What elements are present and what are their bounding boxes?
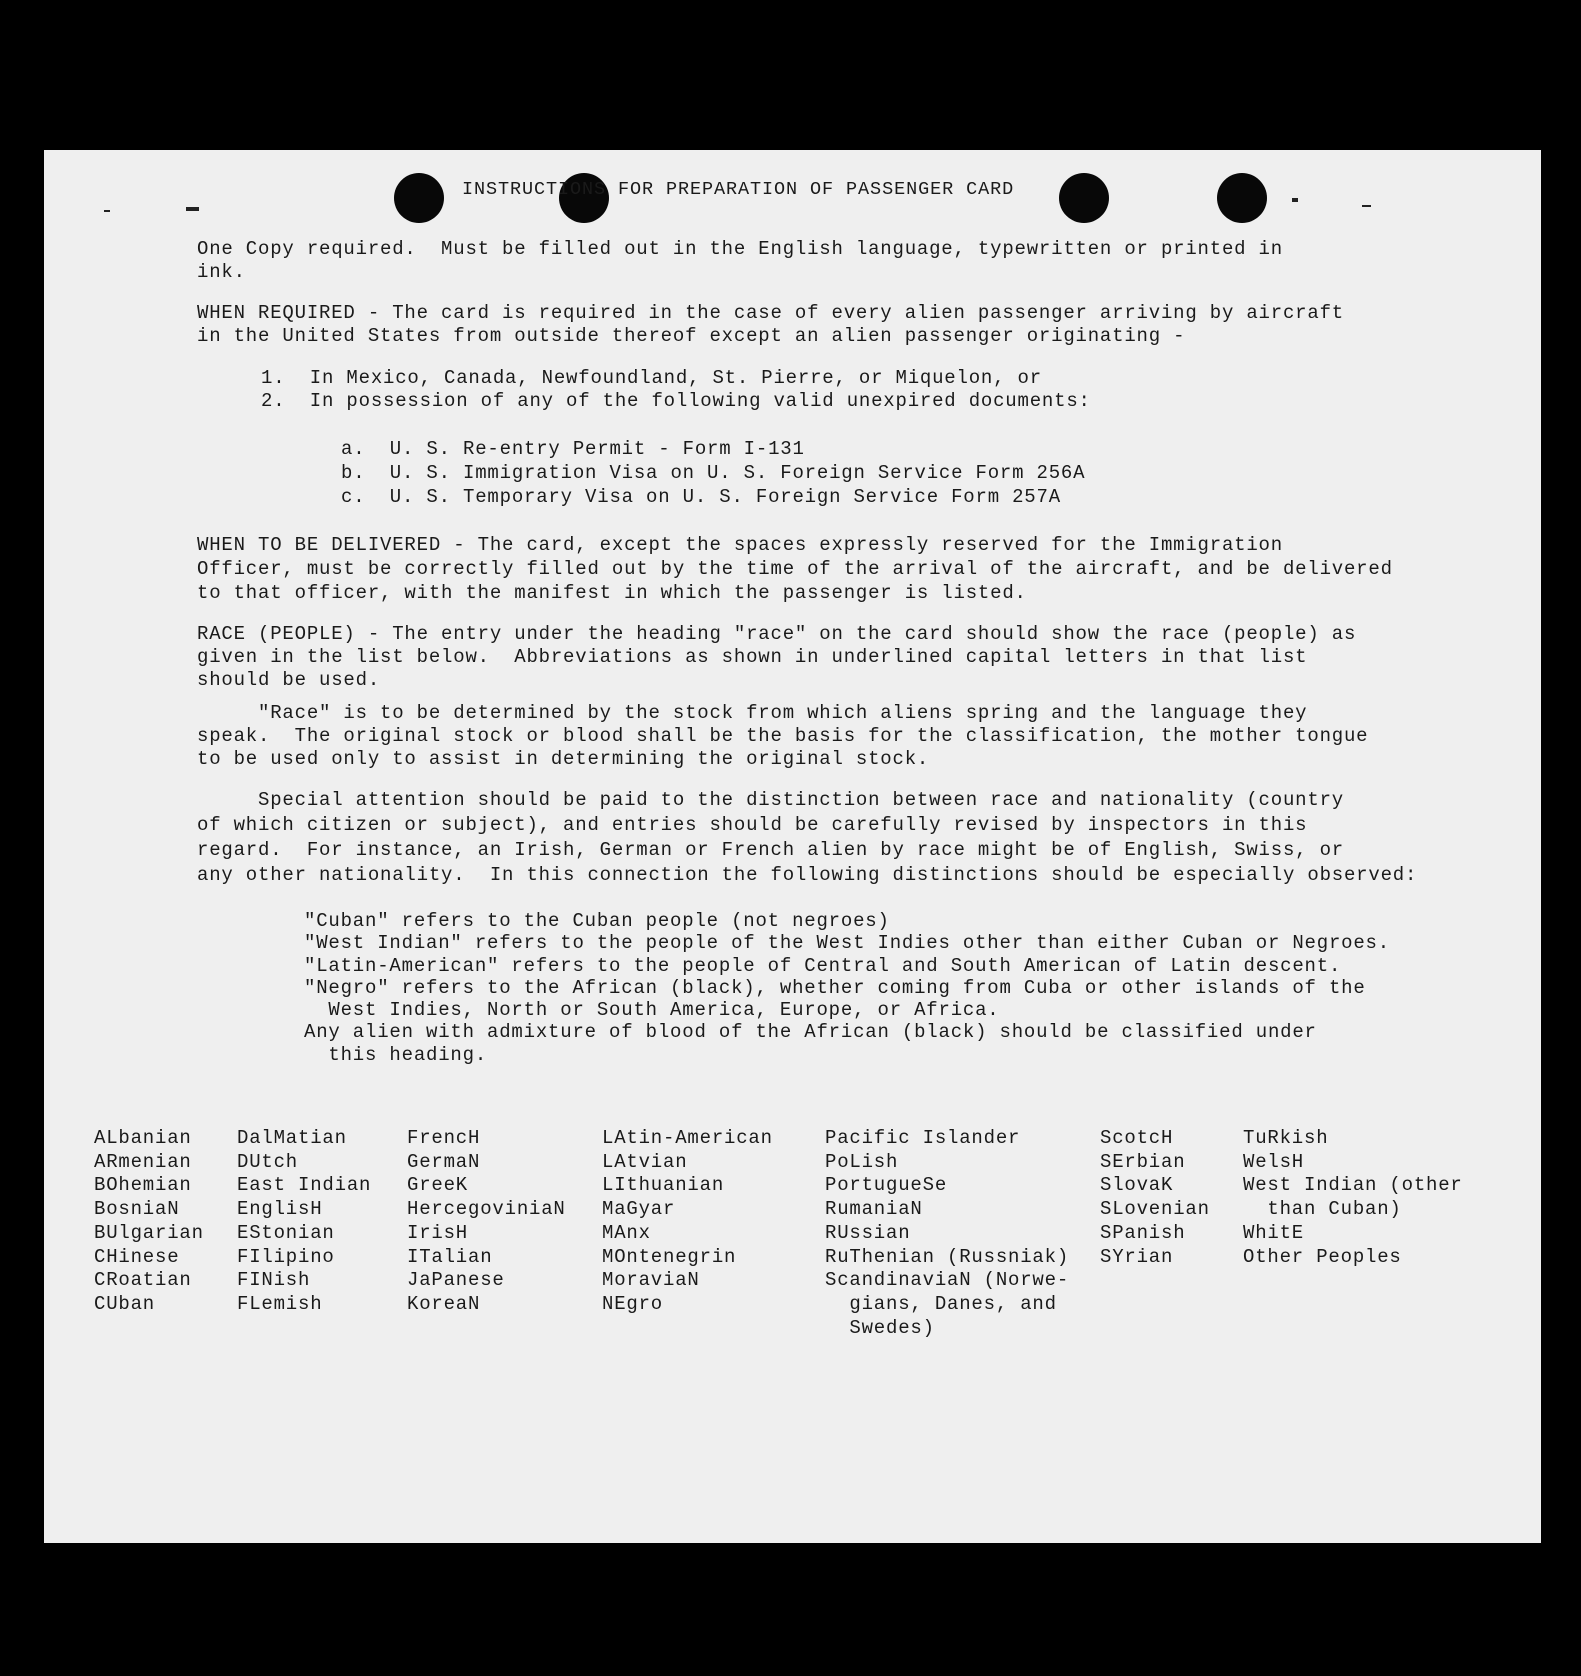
race-list-column <box>94 1127 204 1317</box>
race-list-item: ARmenian <box>94 1150 192 1173</box>
document-page <box>44 150 1541 1543</box>
race-list-item: RuThenian (Russniak) <box>825 1245 1070 1268</box>
race-list-item: CUban <box>94 1292 156 1315</box>
race-list-item: BUlgarian <box>94 1221 204 1244</box>
race-list-item: BosniaN <box>94 1198 180 1221</box>
race-list-item: ScandinaviaN (Norwe- <box>825 1269 1070 1292</box>
race-list-item: ALbanian <box>94 1127 192 1149</box>
copy-paragraph: One Copy required. Must be filled out in the English language, typewritten or printed in ink. <box>197 238 1283 283</box>
race-list-item: MaGyar <box>602 1198 676 1221</box>
race-list-item: gians, Danes, and <box>825 1292 1057 1315</box>
race-list-column <box>825 1127 1069 1340</box>
race-list-item: HercegoviniaN <box>407 1198 566 1221</box>
race-list-column <box>1243 1127 1463 1269</box>
special-attention-paragraph: Special attention should be paid to the distinction between race and nationality (country of which citizen or subject), and entries should be carefully revised by inspectors in this regard. For instance, an Irish, German or French alien by race might be of English, Swiss, or any other nationality. In this connection the following distinctions should be especially observed: <box>197 789 1418 886</box>
race-list-item: FrencH <box>407 1127 481 1149</box>
race-list-item: DUtch <box>237 1150 299 1173</box>
race-list-item: WhitE <box>1243 1221 1305 1244</box>
race-list-item: IrisH <box>407 1221 469 1244</box>
race-list-item: MOntenegrin <box>602 1245 737 1268</box>
race-definition-paragraph: "Race" is to be determined by the stock from which aliens spring and the language they speak. The original stock or blood shall be the basis for the classification, the mother tongue to be used only to assist in determining the original stock. <box>197 702 1369 770</box>
race-list-item: Pacific Islander <box>825 1127 1021 1149</box>
race-list-item: EStonian <box>237 1221 335 1244</box>
race-list-item: PortugueSe <box>825 1174 948 1197</box>
race-list-item: West Indian (other <box>1243 1174 1463 1197</box>
page-title: INSTRUCTIONS FOR PREPARATION OF PASSENGER CARD <box>462 179 1015 200</box>
race-list-item: RumaniaN <box>825 1198 923 1221</box>
race-list-item: JaPanese <box>407 1269 505 1292</box>
race-list-column <box>407 1127 566 1317</box>
race-list-item: ITalian <box>407 1245 493 1268</box>
race-list-column <box>602 1127 773 1317</box>
race-list-item: NEgro <box>602 1292 664 1315</box>
race-list-item: Other Peoples <box>1243 1245 1402 1268</box>
punch-hole <box>394 173 444 223</box>
when-delivered-paragraph: WHEN TO BE DELIVERED - The card, except the spaces expressly reserved for the Immigration Officer, must be correctly filled out by the time of the arrival of the aircraft, and be delivered to that officer, with the manifest in which the passenger is listed. <box>197 534 1393 604</box>
race-list-item: CHinese <box>94 1245 180 1268</box>
punch-hole <box>1217 173 1267 223</box>
paper-speck <box>1362 205 1371 207</box>
race-list-item: SlovaK <box>1100 1174 1174 1197</box>
race-list-item: East Indian <box>237 1174 372 1197</box>
race-list-item: SLovenian <box>1100 1198 1210 1221</box>
race-list-column <box>1100 1127 1210 1269</box>
documents-list: a. U. S. Re-entry Permit - Form I-131 b. U. S. Immigration Visa on U. S. Foreign Service Form 256A c. U. S. Temporary Visa on U. S. Foreign Service Form 257A <box>341 438 1086 508</box>
paper-speck <box>104 210 110 212</box>
race-list-item: MoraviaN <box>602 1269 700 1292</box>
race-paragraph: RACE (PEOPLE) - The entry under the heading "race" on the card should show the race (people) as given in the list below. Abbreviations as shown in underlined capital letters in that list should be used. <box>197 623 1357 691</box>
race-list-item: SPanish <box>1100 1221 1186 1244</box>
race-list-item: SYrian <box>1100 1245 1174 1268</box>
race-list-item: ScotcH <box>1100 1127 1174 1149</box>
race-list-item: BOhemian <box>94 1174 192 1197</box>
distinctions-list: "Cuban" refers to the Cuban people (not negroes) "West Indian" refers to the people of the West Indies other than either Cuban or Negroes. "Latin-American" refers to the people of Central and South American of Latin descent. "Negro" refers to the African (black), whether coming from Cuba or other islands of the West Indies, North or South America, Europe, or Africa. Any alien with admixture of blood of the African (black) should be classified under this heading. <box>304 910 1390 1066</box>
punch-hole <box>1059 173 1109 223</box>
conditions-list: 1. In Mexico, Canada, Newfoundland, St. Pierre, or Miquelon, or 2. In possession of any of the following valid unexpired documents: <box>261 367 1091 412</box>
when-required-paragraph: WHEN REQUIRED - The card is required in the case of every alien passenger arriving by aircraft in the United States from outside thereof except an alien passenger originating - <box>197 302 1344 347</box>
race-list-item: MAnx <box>602 1221 651 1244</box>
race-list-item: than Cuban) <box>1243 1198 1402 1221</box>
race-list-item: SErbian <box>1100 1150 1186 1173</box>
paper-speck <box>186 207 199 211</box>
race-list-item: FINish <box>237 1269 311 1292</box>
race-list-item: FIlipino <box>237 1245 335 1268</box>
race-list-item: GermaN <box>407 1150 481 1173</box>
race-list-item: EnglisH <box>237 1198 323 1221</box>
race-list-item: GreeK <box>407 1174 469 1197</box>
race-list-item: KoreaN <box>407 1292 481 1315</box>
race-list-item: DalMatian <box>237 1127 347 1149</box>
race-list-item: LIthuanian <box>602 1174 725 1197</box>
race-list-item: Swedes) <box>825 1316 935 1339</box>
race-list-item: FLemish <box>237 1292 323 1315</box>
race-list-item: LAtvian <box>602 1150 688 1173</box>
paper-speck <box>1292 198 1298 202</box>
race-list-item: WelsH <box>1243 1150 1305 1173</box>
race-list-item: CRoatian <box>94 1269 192 1292</box>
race-list-item: LAtin-American <box>602 1127 773 1149</box>
race-list-column <box>237 1127 371 1317</box>
race-list-item: PoLish <box>825 1150 899 1173</box>
race-list-item: RUssian <box>825 1221 911 1244</box>
race-list-item: TuRkish <box>1243 1127 1329 1149</box>
